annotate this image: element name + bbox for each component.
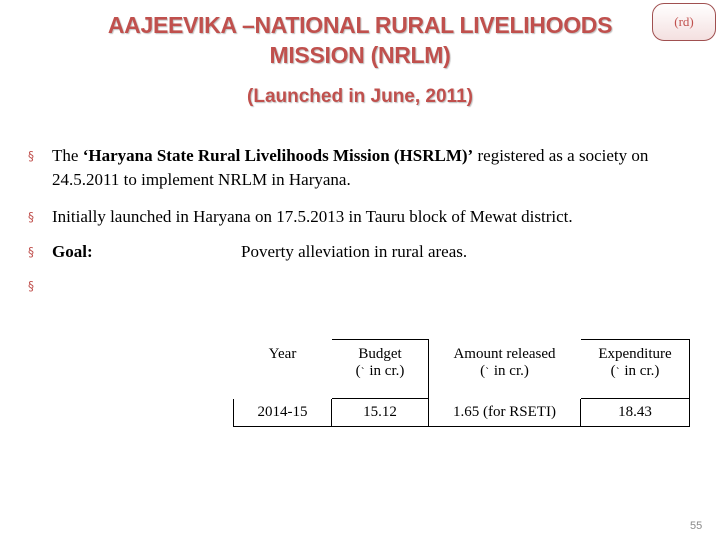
rupee-icon: ` <box>485 367 491 378</box>
bullet-goal <box>28 240 698 264</box>
title-subtitle: (Launched in June, 2011) <box>247 86 473 107</box>
title-line-2: MISSION (NRLM) <box>269 42 451 68</box>
header-expenditure: Expenditure (` in cr.) <box>581 340 690 399</box>
bullet-hsrlm-name: ‘Haryana State Rural Livelihoods Mission (HSRLM)’ <box>82 146 474 165</box>
bullet-marker-icon: § <box>28 210 34 224</box>
bullet-marker-icon: § <box>28 245 34 259</box>
header-amount-released: Amount released (` in cr.) <box>453 346 556 379</box>
goal-label: Goal: <box>52 242 93 261</box>
bullet-launch-text: Initially launched in Haryana on 17.5.2013 in Tauru block of Mewat district. <box>52 207 573 226</box>
rd-badge-label: (rd) <box>674 14 694 29</box>
bullet-marker-icon: § <box>28 279 34 293</box>
cell-year: 2014-15 <box>234 399 332 427</box>
bullet-hsrlm-prefix: The <box>52 146 83 165</box>
cell-budget: 15.12 <box>332 399 429 427</box>
budget-table <box>233 339 690 427</box>
header-budget: Budget (` in cr.) <box>332 340 429 399</box>
header-amount-unit: in cr.) <box>490 363 529 379</box>
rupee-icon: ` <box>615 367 621 378</box>
page-number: 55 <box>690 520 703 532</box>
bullet-list <box>28 144 698 298</box>
header-amount-label: Amount released <box>453 346 556 362</box>
header-budget-label: Budget <box>358 346 402 362</box>
bullet-empty <box>28 274 698 298</box>
bullet-hsrlm <box>28 144 698 192</box>
cell-expenditure: 18.43 <box>581 399 690 427</box>
header-year <box>234 340 332 399</box>
table-row <box>234 399 690 427</box>
bullet-launch <box>28 205 698 229</box>
rd-badge <box>652 3 716 41</box>
slide-title <box>40 10 680 110</box>
bullet-hsrlm-suffix: registered as a society on 24.5.2011 to implement NRLM in Haryana. <box>52 146 649 189</box>
rupee-icon: ` <box>360 367 366 378</box>
header-year-label: Year <box>268 346 297 362</box>
header-expenditure-unit: in cr.) <box>620 363 660 379</box>
header-budget-unit: in cr.) <box>365 363 405 379</box>
header-expenditure-label: Expenditure <box>598 346 672 362</box>
cell-amount-released: 1.65 (for RSETI) <box>429 399 581 427</box>
goal-text: Poverty alleviation in rural areas. <box>241 242 468 261</box>
table-header-row <box>234 340 690 399</box>
bullet-marker-icon: § <box>28 149 34 163</box>
title-line-1: AAJEEVIKA –NATIONAL RURAL LIVELIHOODS <box>107 12 613 38</box>
